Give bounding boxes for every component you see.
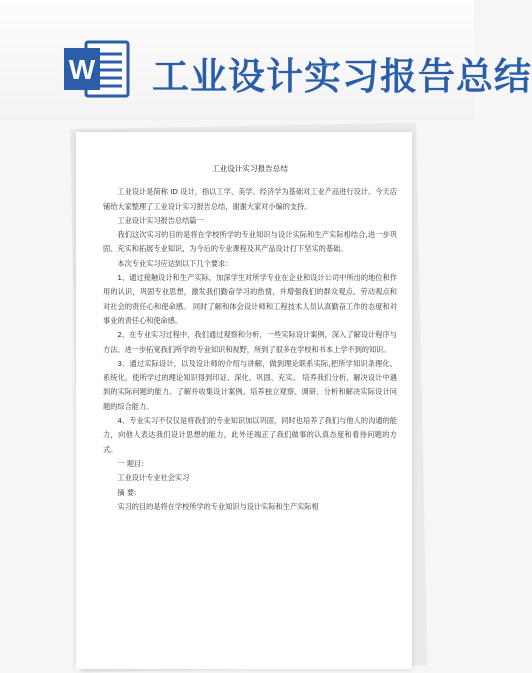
paragraph: 实习的目的是将在学校所学的专业知识与设计实际和生产实际相 [117, 501, 319, 511]
document-body [103, 162, 397, 514]
paragraph: 3、通过实际设计，以及设计师的介绍与讲解，做到理论联系实际,把所学知识条理化、系统化，使所学过的理论知识得到印证、深化、巩固、充实。 培养我们分析、解决设计中遇到的实际问题的能力。了解并收集设计案例。培养独立观察、调研、分析和解决实际设计问题的综合能力。 [103, 358, 397, 411]
banner-title: 工业设计实习报告总结 [152, 55, 532, 98]
section-heading: 工业设计实习报告总结篇一 [117, 215, 204, 225]
word-document-icon [62, 38, 130, 100]
paragraph: 我们这次实习的目的是将在学校所学的专业知识与设计实际和生产实际相结合,进一步巩固、充实和拓展专业知识，为今后的专业课程及其产品设计打下坚实的基础。 [103, 230, 397, 254]
paragraph: 4、专业实习不仅仅是将我们的专业知识加以巩固，同时也培养了我们与他人的沟通的能力，向他人表达我们设计思想的能力，此外还端正了我们做事的认真态度和看待问题的方式。 [103, 416, 397, 454]
paragraph: 本次专业实习应达到以下几个要求： [117, 258, 233, 268]
paragraph: 2、在专业实习过程中，我们通过观察和分析，一些实际设计案例，深入了解设计程序与方法。进一步拓宽我们所学的专业知识和视野，所到了很多在学校和书本上学不到的知识。 [103, 330, 397, 354]
subheading: 摘 要: [117, 487, 137, 497]
document-page [76, 132, 412, 669]
document-title: 工业设计实习报告总结 [212, 164, 288, 173]
subheading: 一 题目: [117, 458, 144, 468]
paragraph: 1、通过接触设计和生产实际，加深学生对所学专业在企业和设计公司中所出的地位和作用的认识，巩固专业思想，激发我们勤奋学习的热情，并增强我们的群众观点、劳动观点和对社会的责任心和使命感。 同时了解和体会设计师和工程技术人员认真勤奋工作的态度和对事业的责任心和使命感。 [103, 273, 397, 325]
logo-letter: W [68, 54, 96, 85]
paragraph: 工业设计专业社会实习 [117, 473, 190, 483]
paragraph: 工业设计是简称 ID 设计，指以工学、美学、经济学为基础对工业产品进行设计。今天店铺给大家整理了工业设计实习报告总结，谢谢大家对小编的支持。 [103, 187, 397, 211]
